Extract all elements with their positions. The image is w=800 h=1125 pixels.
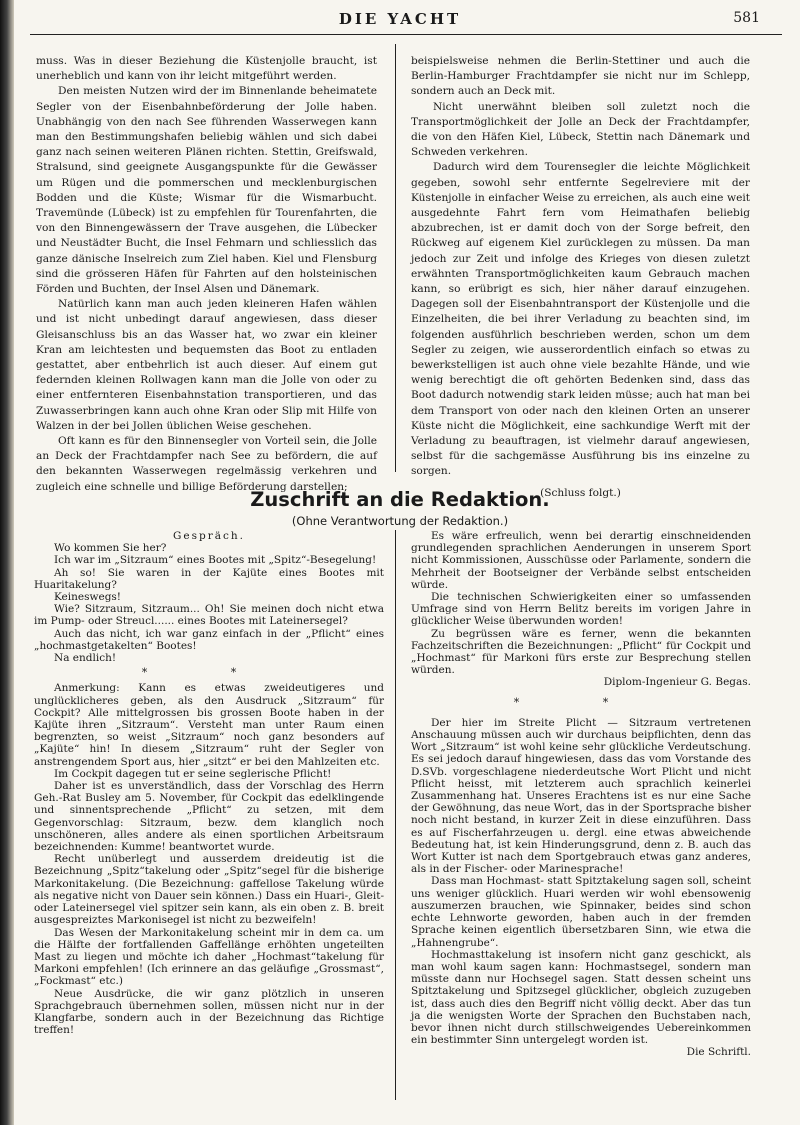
article1-left-column (36, 54, 377, 495)
section-stars: * * (513, 695, 649, 709)
header-rule (30, 34, 782, 35)
dialogue-line: Wo kommen Sie her? (54, 542, 167, 555)
dialogue-line: Keineswegs! (54, 591, 122, 604)
paragraph: Hochmasttakelung ist insofern nicht ganz geschickt, als man wohl kaum sagen kann: Hochmastsegel, sondern man müsste dann nur Hochsegel sagen. Statt dessen scheint uns Spitztakelung und Spitzsegel glücklicher, obgleich zuzugeben ist, dass auch dies den Begriff nicht völlig deckt. Aber das tun ja die wenigsten Worte der Sprachen den Buchstaben nach, bevor ihnen nicht durch stillschweigendes Uebereinkommen ein bestimmter Sinn untergelegt worden ist. (411, 948, 751, 1047)
paragraph: Den meisten Nutzen wird der im Binnenlande beheimatete Segler von der Eisenbahnbeförderung der Jolle haben. Unabhängig von den nach See führenden Wasserwegen kann man den Bestimmungshafen beliebig wählen und sich dabei ganz nach seinen weiteren Plänen richten. Stettin, Greifswald, Stralsund, sind geeignete Ausgangspunkte für die Gewässer um Rügen und die pommerschen und mecklenburgischen Bodden und die Küste; Wismar für die Wismarbucht. Travemünde (Lübeck) ist zu empfehlen für Tourenfahrten, die von den Binnengewässern der Trave ausgehen, die Lübecker und Neustädter Bucht, die Insel Fehmarn und schliesslich das ganze dänische Inselreich zum Ziel haben. Kiel und Flensburg sind die grösseren Häfen für Fahrten auf den holsteinischen Förden und Buchten, der Insel Alsen und Dänemark. (36, 85, 377, 296)
dialogue-heading: Gespräch. (173, 530, 245, 542)
dialogue-line: Ah so! Sie waren in der Kajüte eines Bootes mit Huaritakelung? (34, 566, 384, 591)
paragraph: Anmerkung: Kann es etwas zweideutigeres und unglücklicheres geben, als den Ausdruck „Sitzraum“ für Cockpit? Alle mittelgrossen bis grossen Boote haben in der Kajüte ihren „Sitzraum“. Versteht man unter Raum einen begrenzten, so weist „Sitzraum“ noch ganz besonders auf „Kajüte“ hin! In diesem „Sitzraum“ ruht der Segler von anstrengendem Sport aus, hier „sitzt“ er bei den Mahlzeiten etc. (34, 682, 384, 768)
paragraph: Neue Ausdrücke, die wir ganz plötzlich in unseren Sprachgebrauch übernehmen sollen, müssen nicht nur in der Klangfarbe, sondern auch in der Bezeichnung das Richtige treffen! (34, 987, 384, 1037)
paragraph: Recht unüberlegt und ausserdem dreideutig ist die Bezeichnung „Spitz“takelung oder „Spitz“segel für die bisherige Markonitakelung. (Die Bezeichnung: gaffellose Takelung würde als negative nicht von Dauer sein können.) Dass ein Huari-, Gleit- oder Lateinersegel viel spitzer sein kann, als ein oben z. B. breit ausgespreiztes Markonisegel ist nicht zu bezweifeln! (34, 853, 384, 927)
article1-right-column (411, 54, 750, 501)
paragraph: Oft kann es für den Binnensegler von Vorteil sein, die Jolle an Deck der Frachtdampfer nach See zu befördern, die auf den bekannten Wasserwegen regelmässig verkehren und zugleich eine schnelle und billige Beförderung darstellen; (36, 435, 377, 493)
journal-title: DIE YACHT (338, 10, 462, 28)
dialogue-line: Wie? Sitzraum, Sitzraum... Oh! Sie meinen doch nicht etwa im Pump- oder Streucl...... eines Bootes mit Lateinersegel? (34, 603, 384, 628)
column-divider (395, 44, 396, 472)
paragraph: Im Cockpit dagegen tut er seine seglerische Pflicht! (54, 767, 332, 780)
column-divider (395, 530, 396, 1100)
paragraph: Natürlich kann man auch jeden kleineren Hafen wählen und ist nicht unbedingt darauf angewiesen, dass dieser Gleisanschluss bis an das Wasser hat, wo zwar ein kleiner Kran am leichtesten und bequemsten das Boot zu entladen gestattet, aber entbehrlich ist auch dieser. Auf einem gut federnden kleinen Rollwagen kann man die Jolle von oder zu einer entfernteren Eisenbahnstation transportieren, und das Zuwasserbringen kann auch ohne Kran oder Slip mit Hilfe von Walzen in der bei Jollen üblichen Weise geschehen. (36, 298, 377, 432)
article2-right-column (411, 530, 751, 1059)
paragraph: Das Wesen der Markonitakelung scheint mir in dem ca. um die Hälfte der fortfallenden Gaffellänge erhöhten ungeteilten Mast zu liegen und möchte ich daher „Hochmast“takelung für Markoni empfehlen! (Ich erinnere an das geläufige „Grossmast“, „Fockmast“ etc.) (34, 926, 384, 988)
section-stars: * * (141, 666, 277, 680)
scan-binding-edge (0, 0, 14, 1125)
paragraph: muss. Was in dieser Beziehung die Küstenjolle braucht, ist unerheblich und kann von ihr leicht mitgeführt werden. (36, 55, 377, 83)
dialogue-line: Na endlich! (54, 652, 117, 665)
editor-signature: Die Schriftl. (686, 1046, 751, 1059)
article2-subtitle: (Ohne Verantwortung der Redaktion.) (291, 514, 509, 528)
paragraph: Daher ist es unverständlich, dass der Vorschlag des Herrn Geh.-Rat Busley am 5. November, für Cockpit das edelklingende und sinnentsprechende „Pflicht“ zu setzen, mit dem Gegenvorschlag: Sitzraum, bezw. dem klanglich noch unschöneren, alles andere als einen sportlichen Arbeitsraum bezeichnenden: Kumme! beantwortet wurde. (34, 780, 384, 854)
dialogue-line: Auch das nicht, ich war ganz einfach in der „Pflicht“ eines „hochmastgetakelten“ Bootes! (34, 627, 384, 652)
article2-left-column (34, 530, 384, 1036)
article2-title: Zuschrift an die Redaktion. (250, 488, 550, 511)
dialogue-line: Ich war im „Sitzraum“ eines Bootes mit „Spitz“-Besegelung! (54, 554, 377, 567)
paragraph: Nicht unerwähnt bleiben soll zuletzt noch die Transportmöglichkeit der Jolle an Deck der Frachtdampfer, die von den Häfen Kiel, Lübeck, Stettin nach Dänemark und Schweden verkehren. (411, 100, 750, 159)
to-be-continued: (Schluss folgt.) (540, 486, 621, 499)
paragraph: beispielsweise nehmen die Berlin-Stettiner und auch die Berlin-Hamburger Frachtdampfer sie nicht nur im Schlepp, sondern auch an Deck mit. (411, 55, 750, 98)
paragraph: Dass man Hochmast- statt Spitztakelung sagen soll, scheint uns weniger glücklich. Huari werden wir wohl ebensowenig auszumerzen brauchen, wie Spinnaker, beides sind schon echte Lehnworte geworden, haben auch in der fremden Sprache keinen eigentlich übersetzbaren Sinn, wie etwa die „Hahnengrube“. (411, 875, 751, 949)
paragraph: Es wäre erfreulich, wenn bei derartig einschneidenden grundlegenden sprachlichen Aenderungen in unserem Sport nicht Kommissionen, Ausschüsse oder Parlamente, sondern die Mehrheit der Bootseigner der Verbände selbst entscheiden würde. (411, 530, 751, 591)
paragraph: Zu begrüssen wäre es ferner, wenn die bekannten Fachzeitschriften die Bezeichnungen: „Pflicht“ für Cockpit und „Hochmast“ für Markoni fürs erste zur Besprechung stellen würden. (411, 627, 751, 677)
page-header (0, 8, 800, 30)
page-number: 581 (733, 10, 760, 26)
paragraph: Dadurch wird dem Tourensegler die leichte Möglichkeit gegeben, sowohl sehr entfernte Segelreviere mit der Küstenjolle in einfacher Weise zu erreichen, als auch eine weit ausgedehnte Fahrt fern vom Heimathafen beliebig abzubrechen, ist er damit doch von der Sorge befreit, den Rückweg auf eigenem Kiel zurücklegen zu müssen. Da man jedoch zur Zeit und infolge des Krieges von diesen zuletzt erwähnten Transportmöglichkeiten kaum Gebrauch machen kann, so erübrigt es sich, hier näher darauf einzugehen. Dagegen soll der Eisenbahntransport der Küstenjolle und die Einzelheiten, die bei ihrer Verladung zu beachten sind, im folgenden ausführlich beschrieben werden, schon um dem Segler zu zeigen, wie ausserordentlich einfach so etwas zu bewerkstelligen ist auch ohne viele bezahlte Hände, und wie wenig berechtigt die oft gehörten Bedenken sind, dass das Boot dadurch notwendig stark leiden müsse; auch hat man bei dem Transport von oder nach den kleinen Orten an unserer Küste nicht die Möglichkeit, eine sachkundige Werft mit der Verladung zu beauftragen, ist vielmehr darauf angewiesen, selbst für die sachgemässe Ausführung bis ins einzelne zu sorgen. (411, 161, 750, 478)
author-signature: Diplom-Ingenieur G. Begas. (603, 676, 751, 689)
paragraph: Der hier im Streite Plicht — Sitzraum vertretenen Anschauung müssen auch wir durchaus beipflichten, denn das Wort „Sitzraum“ ist wohl keine sehr glückliche Verdeutschung. Es sei jedoch darauf hingewiesen, dass das vom Vorstande des D.SVb. vorgeschlagene niederdeutsche Wort Plicht und nicht Pflicht heisst, mit letzterem auch sprachlich keinerlei Zusammenhang hat. Unseres Erachtens ist es nur eine Sache der Gewöhnung, das neue Wort, das in der Sportsprache bisher noch nicht bestand, in kurzer Zeit in diese einzuführen. Dass es auf Fischerfahrzeugen u. dergl. eine etwas abweichende Bedeutung hat, ist kein Hinderungsgrund, denn z. B. auch das Wort Kutter ist nach dem Sportgebrauch etwas ganz anderes, als in der Fischer- oder Marinesprache! (411, 716, 751, 876)
paragraph: Die technischen Schwierigkeiten einer so umfassenden Umfrage sind von Herrn Belitz bereits im vorigen Jahre in glücklicher Weise überwunden worden! (411, 591, 751, 628)
